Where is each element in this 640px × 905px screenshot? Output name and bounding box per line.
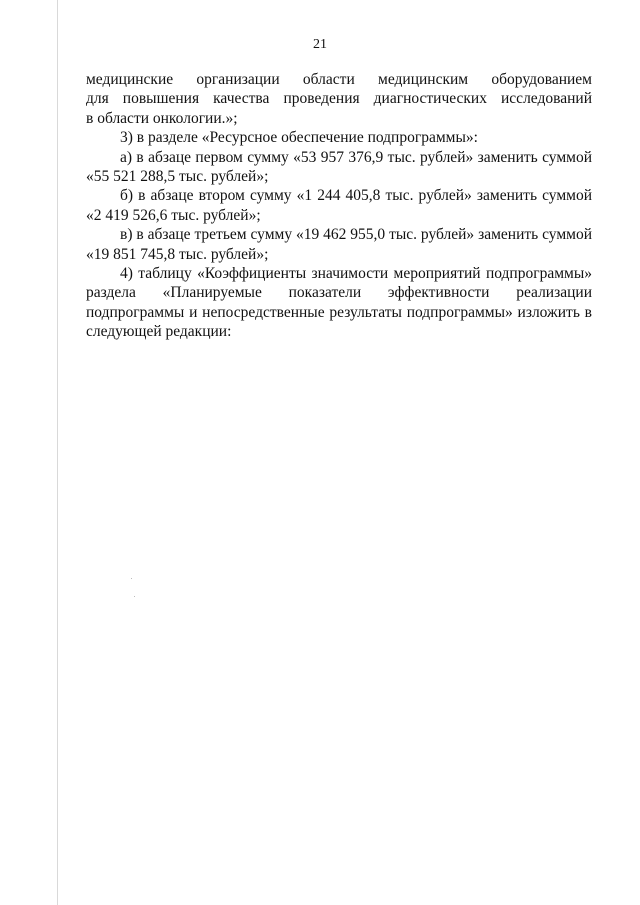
paragraph-line: а) в абзаце первом сумму «53 957 376,9 тыс. рублей» заменить суммой [120,148,592,166]
paragraph-resource-section: 3) в разделе «Ресурсное обеспечение подпрограммы»: [120,129,478,147]
paragraph-line: «19 851 745,8 тыс. рублей»; [86,245,269,263]
paragraph-item-a [86,148,592,187]
paragraph-line: в) в абзаце третьем сумму «19 462 955,0 тыс. рублей» заменить суммой [120,226,592,244]
scan-edge-line [57,0,58,905]
paragraph-equipment [86,70,592,128]
paragraph-line: подпрограммы и непосредственные результаты подпрограммы» изложить в [86,303,592,321]
scan-speck [134,596,135,597]
page-number: 21 [313,37,327,52]
paragraph-line: для повышения качества проведения диагностических исследований [86,90,592,108]
paragraph-line: «2 419 526,6 тыс. рублей»; [86,206,261,224]
paragraph-line: раздела «Планируемые показатели эффективности реализации [86,284,592,302]
paragraph-line: 4) таблицу «Коэффициенты значимости мероприятий подпрограммы» [120,265,592,283]
paragraph-line: в области онкологии.»; [86,109,238,127]
paragraph-table-replacement [86,264,592,342]
paragraph-line: медицинские организации области медицинским оборудованием [86,71,592,88]
document-body [86,70,592,342]
paragraph-line: «55 521 288,5 тыс. рублей»; [86,168,269,186]
paragraph-line: б) в абзаце втором сумму «1 244 405,8 тыс. рублей» заменить суммой [120,187,592,205]
scan-speck [131,578,132,579]
paragraph-line: следующей редакции: [86,323,232,341]
paragraph-item-b [86,186,592,225]
paragraph-item-c [86,225,592,264]
